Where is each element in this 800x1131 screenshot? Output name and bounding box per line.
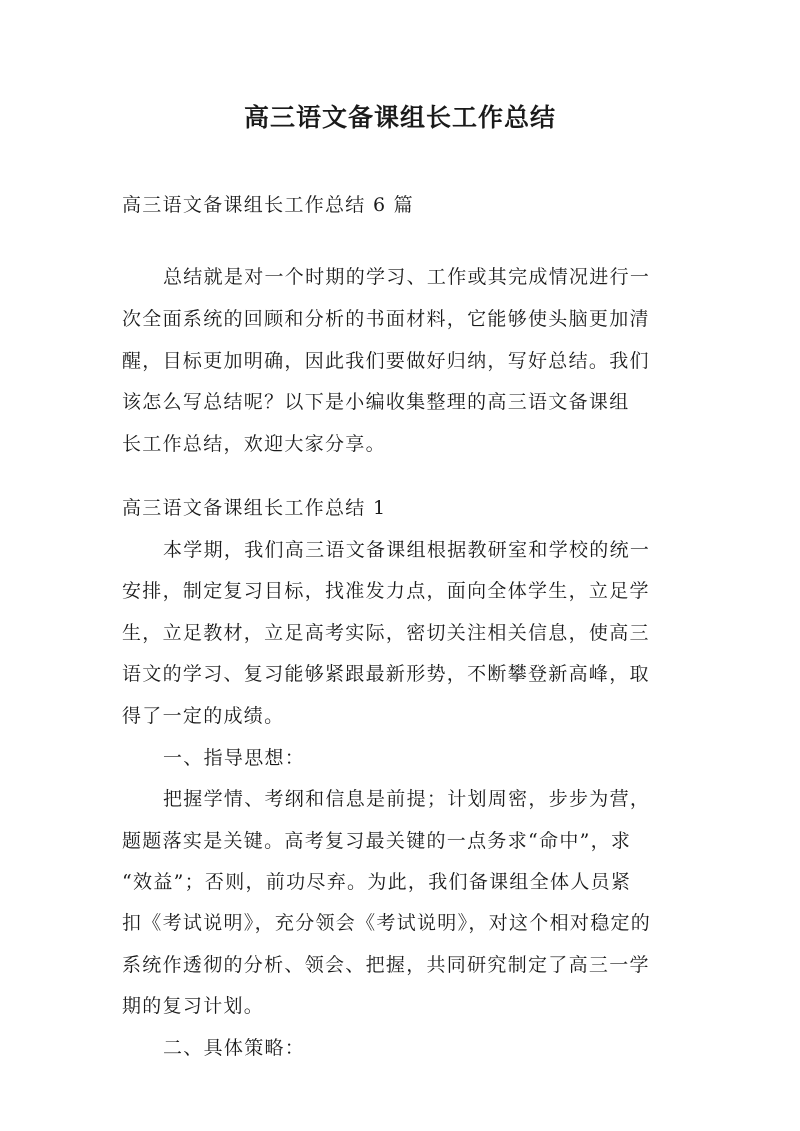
- intro-line: 醒，目标更加明确，因此我们要做好归纳，写好总结。我们: [122, 350, 650, 372]
- paragraph-line: “效益”；否则，前功尽弃。为此，我们备课组全体人员紧: [122, 871, 632, 893]
- section-heading: 高三语文备课组长工作总结 1: [122, 497, 387, 519]
- subsection-heading: 一、指导思想：: [163, 747, 306, 769]
- paragraph-line: 系统作透彻的分析、领会、把握，共同研究制定了高三一学: [122, 954, 650, 976]
- document-subtitle: 高三语文备课组长工作总结 6 篇: [122, 194, 414, 216]
- paragraph-line: 得了一定的成绩。: [122, 705, 285, 727]
- subsection-heading: 二、具体策略：: [163, 1037, 306, 1059]
- paragraph-line: 把握学情、考纲和信息是前提；计划周密，步步为营，: [163, 788, 651, 810]
- paragraph-line: 语文的学习、复习能够紧跟最新形势，不断攀登新高峰，取: [122, 663, 650, 685]
- intro-line: 次全面系统的回顾和分析的书面材料，它能够使头脑更加清: [122, 308, 650, 330]
- page-title: 高三语文备课组长工作总结: [243, 103, 556, 132]
- intro-line: 总结就是对一个时期的学习、工作或其完成情况进行一: [163, 266, 651, 288]
- paragraph-line: 期的复习计划。: [122, 995, 265, 1017]
- intro-line: 该怎么写总结呢？以下是小编收集整理的高三语文备课组: [122, 391, 630, 413]
- paragraph-line: 安排，制定复习目标，找准发力点，面向全体学生，立足学: [122, 580, 650, 602]
- paragraph-line: 扣《考试说明》，充分领会《考试说明》，对这个相对稳定的: [122, 912, 652, 934]
- paragraph-line: 生，立足教材，立足高考实际，密切关注相关信息，使高三: [122, 622, 650, 644]
- paragraph-line: 本学期，我们高三语文备课组根据教研室和学校的统一: [163, 539, 651, 561]
- intro-line: 长工作总结，欢迎大家分享。: [122, 433, 386, 455]
- paragraph-line: 题题落实是关键。高考复习最关键的一点务求“命中”，求: [122, 830, 632, 852]
